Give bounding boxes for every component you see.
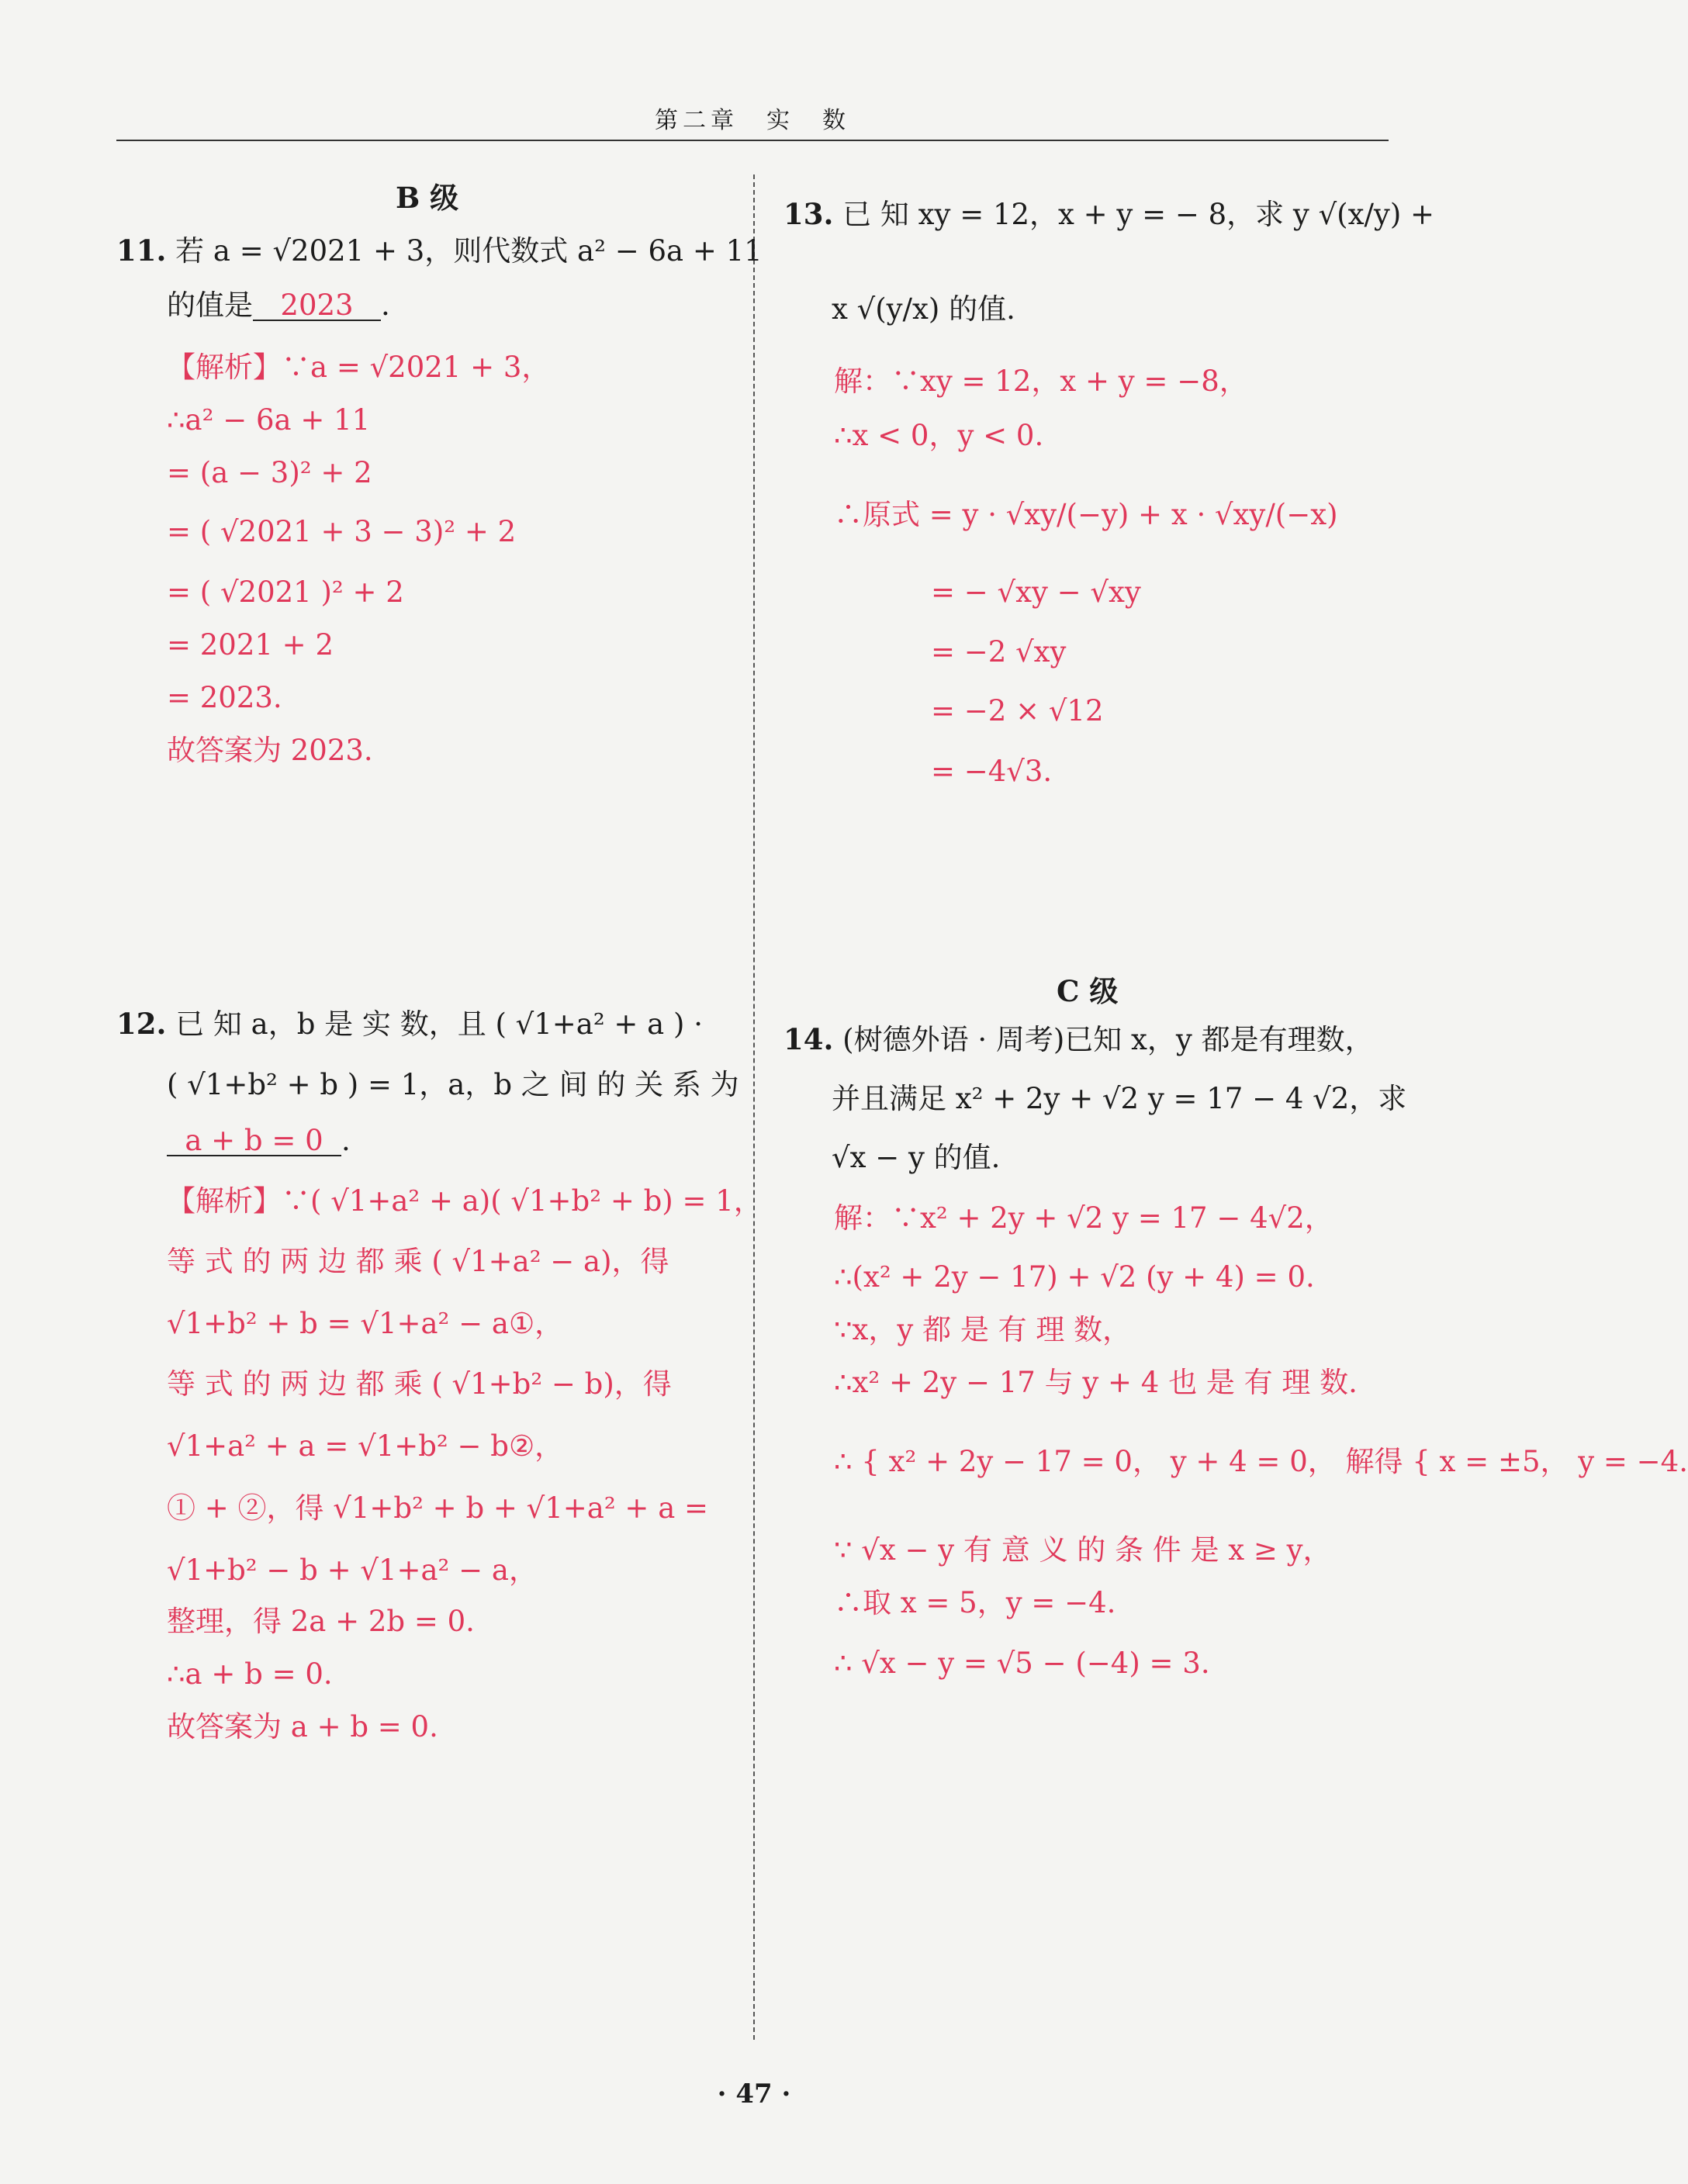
q13-stem-line1 — [783, 197, 1435, 231]
section-c-heading: C 级 — [1057, 974, 1119, 1008]
q13-solution-3: ∴原式 = y · √xy/(−y) + x · √xy/(−x) — [834, 498, 1338, 531]
q11-solution-4: = ( √2021 + 3 − 3)² + 2 — [167, 515, 517, 548]
section-b-heading: B 级 — [396, 181, 459, 215]
q12-solution-6: ① + ②，得 √1+b² + b + √1+a² + a = — [167, 1491, 709, 1525]
q12-stem-post: . — [341, 1124, 351, 1157]
q11-stem-line2 — [167, 291, 390, 321]
q11-solution-7: = 2023. — [167, 681, 282, 714]
q12-solution-9: ∴a + b = 0. — [167, 1657, 333, 1691]
q12-number: 12. — [116, 1007, 167, 1041]
q11-stem-text2: 的值是 — [167, 289, 253, 322]
q12-solution-10: 故答案为 a + b = 0. — [167, 1710, 438, 1743]
q14-number: 14. — [783, 1022, 834, 1056]
q14-stem-line1 — [783, 1022, 1374, 1056]
q11-solution-8: 故答案为 2023. — [167, 734, 373, 767]
q13-number: 13. — [783, 197, 834, 231]
q12-solution-2: 等 式 的 两 边 都 乘 ( √1+a² − a)，得 — [167, 1245, 669, 1278]
q14-solution-7: ∴取 x = 5，y = −4. — [834, 1586, 1116, 1619]
q12-solution-1: 【解析】∵( √1+a² + a)( √1+b² + b) = 1， — [167, 1184, 763, 1218]
q13-stem-text1: 已 知 xy = 12，x + y = − 8，求 y √(x/y) + — [842, 198, 1435, 231]
q12-stem-line3 — [167, 1126, 351, 1156]
q13-solution-5: = −2 √xy — [931, 635, 1067, 669]
q12-solution-7: √1+b² − b + √1+a² − a， — [167, 1553, 538, 1587]
q14-solution-6: ∵ √x − y 有 意 义 的 条 件 是 x ≥ y， — [834, 1533, 1332, 1567]
chapter-header: 第二章 实 数 — [655, 107, 850, 134]
q12-solution-3: √1+b² + b = √1+a² − a①， — [167, 1307, 564, 1340]
q13-stem-line2: x √(y/x) 的值. — [832, 292, 1015, 326]
q14-solution-2: ∴(x² + 2y − 17) + √2 (y + 4) = 0. — [834, 1260, 1315, 1294]
page-number: · 47 · — [717, 2079, 791, 2110]
q14-stem-text1: (树德外语 · 周考)已知 x，y 都是有理数， — [842, 1023, 1374, 1056]
q11-solution-3: = (a − 3)² + 2 — [167, 456, 372, 489]
q14-solution-1: 解：∵x² + 2y + √2 y = 17 − 4√2， — [834, 1201, 1333, 1235]
q12-answer-blank: a + b = 0 — [167, 1126, 341, 1156]
q12-solution-4: 等 式 的 两 边 都 乘 ( √1+b² − b)，得 — [167, 1367, 672, 1401]
q12-solution-8: 整理，得 2a + 2b = 0. — [167, 1605, 475, 1638]
q14-stem-line2: 并且满足 x² + 2y + √2 y = 17 − 4 √2，求 — [832, 1082, 1407, 1115]
q12-stem-text1: 已 知 a，b 是 实 数，且 ( √1+a² + a ) · — [175, 1007, 703, 1041]
q11-solution-6: = 2021 + 2 — [167, 628, 334, 662]
q11-solution-5: = ( √2021 )² + 2 — [167, 575, 404, 609]
q14-solution-8: ∴ √x − y = √5 − (−4) = 3. — [834, 1647, 1210, 1680]
q14-solution-3: ∵x，y 都 是 有 理 数， — [834, 1313, 1132, 1346]
header-rule — [116, 140, 1389, 141]
q13-solution-4: = − √xy − √xy — [931, 575, 1141, 609]
q12-stem-line2: ( √1+b² + b ) = 1，a，b 之 间 的 关 系 为 — [167, 1068, 739, 1101]
q14-solution-5: ∴ { x² + 2y − 17 = 0， y + 4 = 0， 解得 { x = ±5， y = −4. — [834, 1445, 1688, 1478]
q13-solution-7: = −4√3. — [931, 755, 1053, 788]
q14-stem-line3: √x − y 的值. — [832, 1141, 1001, 1174]
q11-stem-post: . — [381, 289, 390, 322]
q11-number: 11. — [116, 233, 167, 268]
q12-solution-5: √1+a² + a = √1+b² − b②， — [167, 1429, 564, 1463]
q13-solution-6: = −2 × √12 — [931, 694, 1104, 727]
q11-solution-2: ∴a² − 6a + 11 — [167, 403, 371, 437]
q11-stem-text1: 若 a = √2021 + 3，则代数式 a² − 6a + 11 — [175, 234, 763, 268]
q11-stem-line1 — [116, 233, 763, 268]
q14-solution-4: ∴x² + 2y − 17 与 y + 4 也 是 有 理 数. — [834, 1366, 1358, 1399]
q13-solution-2: ∴x < 0，y < 0. — [834, 419, 1044, 452]
q12-stem-line1 — [116, 1007, 703, 1041]
column-divider — [753, 175, 755, 2040]
q11-solution-1: 【解析】∵a = √2021 + 3， — [167, 351, 551, 384]
q11-answer-blank: 2023 — [253, 291, 381, 321]
q13-solution-1: 解：∵xy = 12，x + y = −8， — [834, 365, 1248, 398]
